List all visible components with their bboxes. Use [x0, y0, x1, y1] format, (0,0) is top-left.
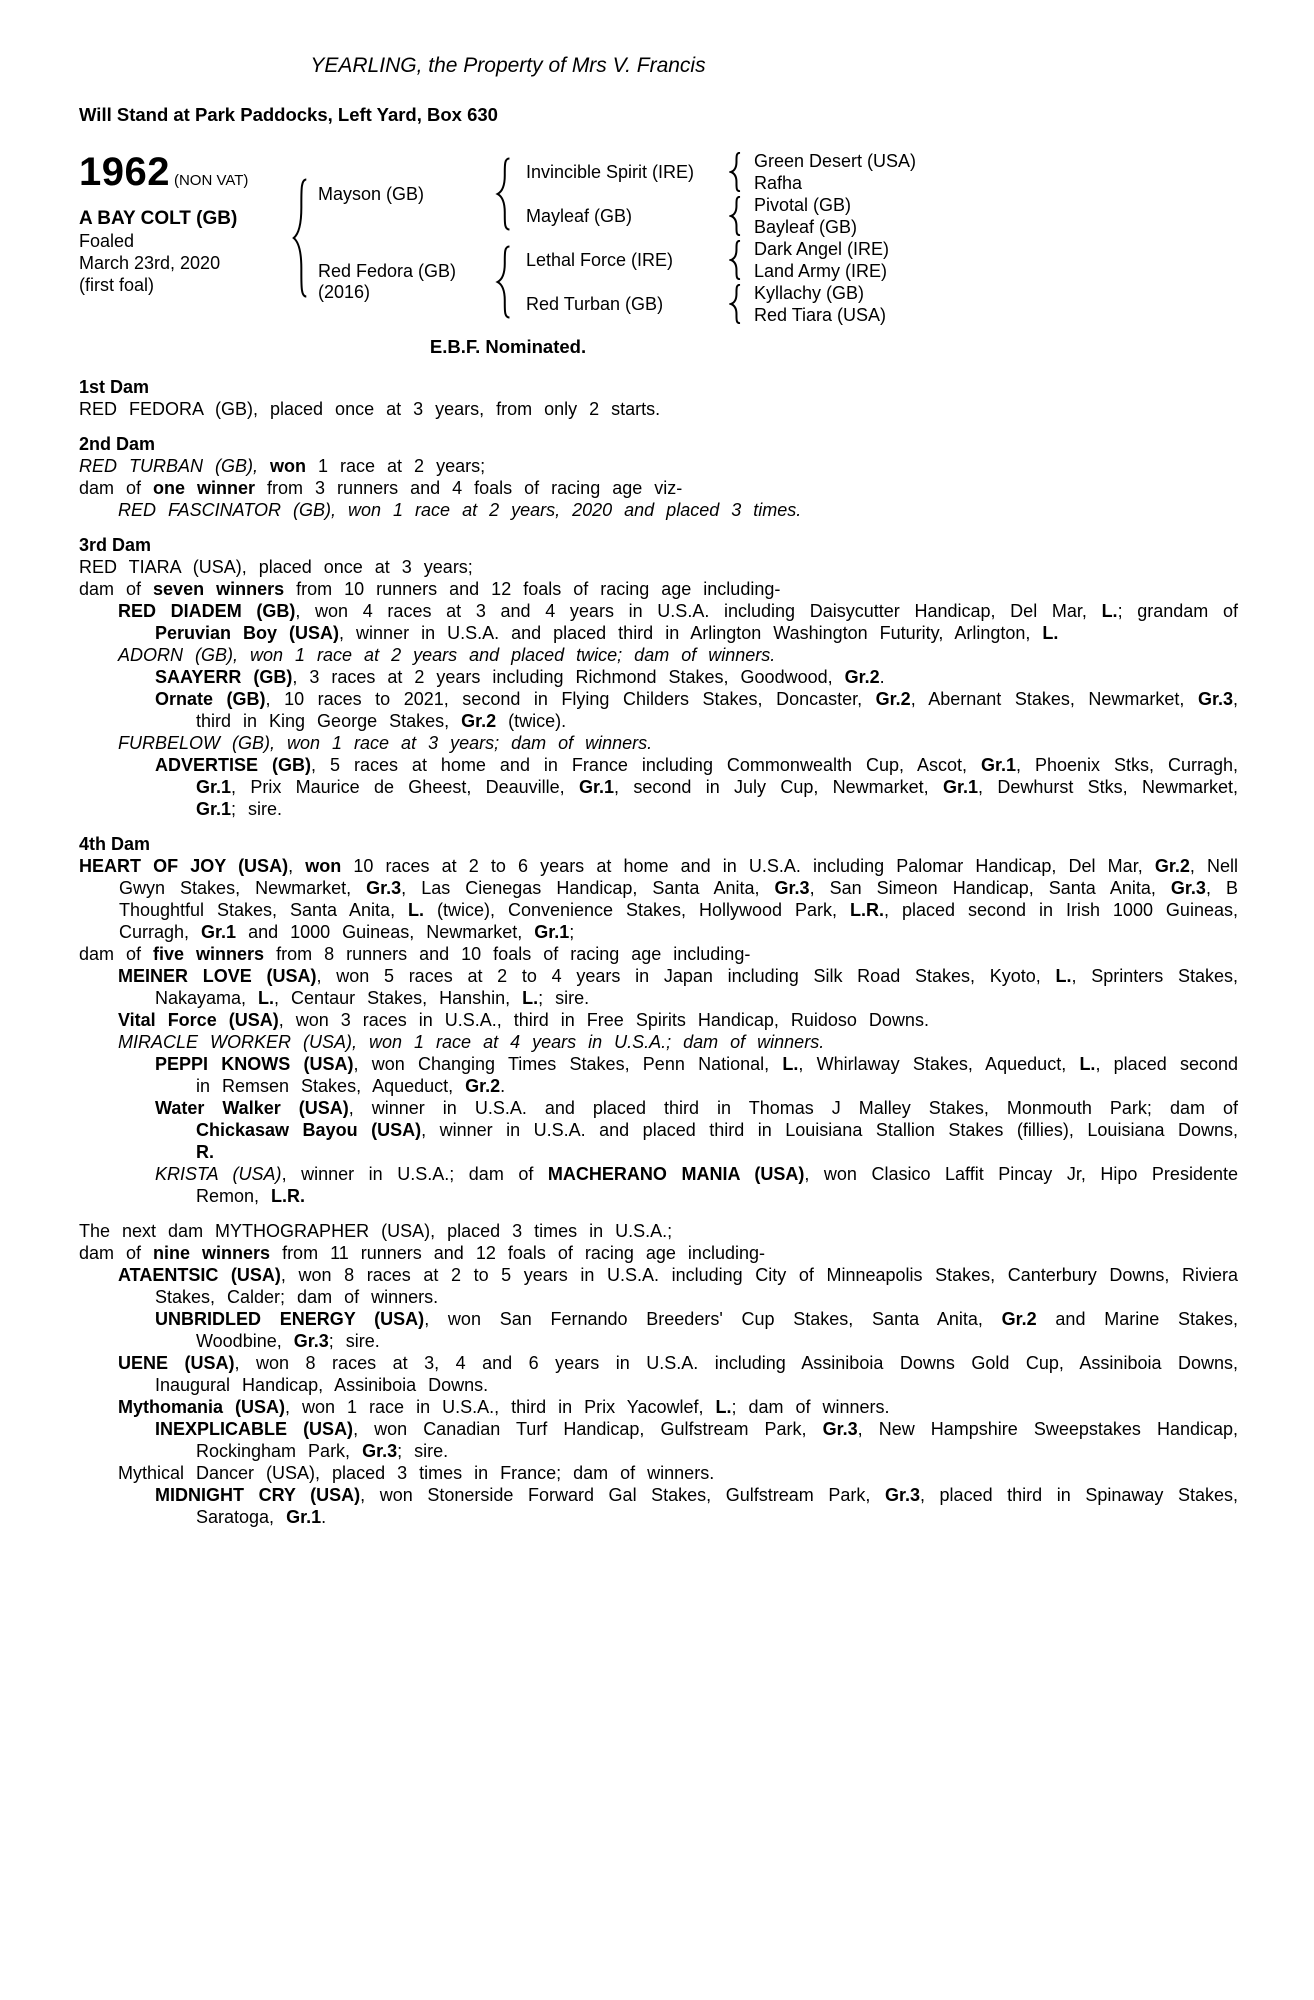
dam-dam-name: Red Turban (GB): [526, 293, 664, 314]
pedigree-paragraph: Water Walker (USA), winner in U.S.A. and placed third in Thomas J Malley Stakes, Monmouth Park; dam of Chickasaw Bayou (USA), winner in U.S.A. and placed third in Louisiana Stallion Stakes (fillies), Louisiana Downs, R.: [155, 1098, 1239, 1162]
pedigree-text-sections: [79, 376, 1238, 1528]
dam-section: [79, 376, 1238, 420]
ancestor-name: Land Army (IRE): [754, 260, 888, 281]
pedigree-paragraph: Ornate (GB), 10 races to 2021, second in Flying Childers Stakes, Doncaster, Gr.2, Abernant Stakes, Newmarket, Gr.3, third in King George Stakes, Gr.2 (twice).: [155, 689, 1238, 731]
sire-dam-name: Mayleaf (GB): [526, 205, 633, 226]
brace-icon: [729, 240, 742, 280]
pedigree-paragraph: RED FASCINATOR (GB), won 1 race at 2 years, 2020 and placed 3 times.: [118, 500, 802, 520]
dam-dam-cell: [521, 282, 729, 326]
brace-cell: [495, 150, 521, 238]
lot-number-line: [79, 150, 291, 195]
ancestor-cell: [749, 150, 949, 172]
brace-cell: [291, 150, 313, 326]
pedigree-paragraph: UNBRIDLED ENERGY (USA), won San Fernando Breeders' Cup Stakes, Santa Anita, Gr.2 and Marine Stakes, Woodbine, Gr.3; sire.: [155, 1309, 1238, 1351]
pedigree-paragraph: SAAYERR (GB), 3 races at 2 years including Richmond Stakes, Goodwood, Gr.2.: [155, 667, 885, 687]
ancestor-name: Kyllachy (GB): [754, 282, 865, 303]
pedigree-paragraph: PEPPI KNOWS (USA), won Changing Times Stakes, Penn National, L., Whirlaway Stakes, Aqueduct, L., placed second in Remsen Stakes, Aqueduct, Gr.2.: [155, 1054, 1238, 1096]
brace-icon: [291, 177, 309, 299]
sire-cell: [313, 150, 495, 238]
pedigree-block: [79, 150, 1238, 326]
ancestor-name: Rafha: [754, 172, 803, 193]
pedigree-paragraph: ADVERTISE (GB), 5 races at home and in France including Commonwealth Cup, Ascot, Gr.1, Phoenix Stks, Curragh, Gr.1, Prix Maurice de Gheest, Deauville, Gr.1, second in July Cup, Newmarket, Gr.1, Dewhurst Stks, Newmarket, Gr.1; sire.: [155, 755, 1238, 819]
pedigree-paragraph: ADORN (GB), won 1 race at 2 years and placed twice; dam of winners.: [118, 645, 776, 665]
lot-details: [79, 150, 291, 326]
brace-cell: [495, 238, 521, 326]
pedigree-paragraph: Mythical Dancer (USA), placed 3 times in France; dam of winners.: [118, 1463, 715, 1483]
pedigree-paragraph: KRISTA (USA), winner in U.S.A.; dam of MACHERANO MANIA (USA), won Clasico Laffit Pincay Jr, Hipo Presidente Remon, L.R.: [155, 1164, 1238, 1206]
pedigree-paragraph: MIRACLE WORKER (USA), won 1 race at 4 years in U.S.A.; dam of winners.: [118, 1032, 825, 1052]
pedigree-paragraph: FURBELOW (GB), won 1 race at 3 years; dam of winners.: [118, 733, 653, 753]
brace-icon: [729, 284, 742, 324]
ancestor-cell: [749, 260, 949, 282]
sire-sire-name: Invincible Spirit (IRE): [526, 161, 695, 182]
brace-cell: [729, 238, 749, 282]
pedigree-paragraph: RED TIARA (USA), placed once at 3 years;: [79, 557, 473, 577]
pedigree-paragraph: dam of seven winners from 10 runners and 12 foals of racing age including-: [79, 579, 781, 599]
pedigree-paragraph: dam of nine winners from 11 runners and 12 foals of racing age including-: [79, 1243, 765, 1263]
section-heading: 1st Dam: [79, 377, 150, 397]
ancestor-name: Bayleaf (GB): [754, 216, 858, 237]
pedigree-paragraph: Vital Force (USA), won 3 races in U.S.A., third in Free Spirits Handicap, Ruidoso Downs.: [118, 1010, 929, 1030]
ancestor-cell: [749, 194, 949, 216]
ancestor-cell: [749, 304, 949, 326]
page-title: YEARLING, the Property of Mrs V. Francis: [310, 54, 706, 77]
pedigree-paragraph: RED TURBAN (GB), won 1 race at 2 years;: [79, 456, 486, 476]
ancestor-cell: [749, 282, 949, 304]
sire-dam-cell: [521, 194, 729, 238]
pedigree-tree: [291, 150, 949, 326]
brace-cell: [729, 194, 749, 238]
dam-year: (2016): [318, 282, 371, 302]
brace-icon: [729, 152, 742, 192]
dam-section: [79, 433, 1238, 521]
dam-sire-cell: [521, 238, 729, 282]
dam-cell: [313, 238, 495, 326]
foaled-date: March 23rd, 2020: [79, 253, 221, 273]
ancestor-name: Green Desert (USA): [754, 150, 917, 171]
pedigree-paragraph: MIDNIGHT CRY (USA), won Stonerside Forward Gal Stakes, Gulfstream Park, Gr.3, placed third in Spinaway Stakes, Saratoga, Gr.1.: [155, 1485, 1238, 1527]
section-heading: 4th Dam: [79, 834, 151, 854]
brace-icon: [495, 245, 512, 319]
ancestor-name: Dark Angel (IRE): [754, 238, 890, 259]
stand-location-line: Will Stand at Park Paddocks, Left Yard, Box 630: [79, 104, 498, 125]
lot-number: 1962: [79, 150, 170, 194]
ancestor-cell: [749, 216, 949, 238]
dam-sire-name: Lethal Force (IRE): [526, 249, 674, 270]
ebf-nominated-line: E.B.F. Nominated.: [429, 336, 587, 357]
brace-cell: [729, 282, 749, 326]
pedigree-paragraph: ATAENTSIC (USA), won 8 races at 2 to 5 years in U.S.A. including City of Minneapolis Stakes, Canterbury Downs, Riviera Stakes, Calder; dam of winners.: [118, 1265, 1238, 1307]
pedigree-paragraph: MEINER LOVE (USA), won 5 races at 2 to 4 years in Japan including Silk Road Stakes, Kyoto, L., Sprinters Stakes, Nakayama, L., Centaur Stakes, Hanshin, L.; sire.: [118, 966, 1238, 1008]
vat-note: (NON VAT): [173, 172, 249, 189]
ancestor-name: Red Tiara (USA): [754, 304, 887, 325]
ancestor-cell: [749, 172, 949, 194]
brace-icon: [729, 196, 742, 236]
section-heading: 2nd Dam: [79, 434, 156, 454]
pedigree-paragraph: dam of one winner from 3 runners and 4 foals of racing age viz-: [79, 478, 683, 498]
title-row: [79, 54, 937, 78]
pedigree-paragraph: UENE (USA), won 8 races at 3, 4 and 6 years in U.S.A. including Assiniboia Downs Gold Cup, Assiniboia Downs, Inaugural Handicap, Assiniboia Downs.: [118, 1353, 1238, 1395]
brace-icon: [495, 157, 512, 231]
ebf-row: [79, 336, 937, 358]
horse-name: A BAY COLT (GB): [79, 208, 238, 229]
pedigree-paragraph: HEART OF JOY (USA), won 10 races at 2 to 6 years at home and in U.S.A. including Palomar Handicap, Del Mar, Gr.2, Nell Gwyn Stakes, Newmarket, Gr.3, Las Cienegas Handicap, Santa Anita, Gr.3, San Simeon Handicap, Santa Anita, Gr.3, B Thoughtful Stakes, Santa Anita, L. (twice), Convenience Stakes, Hollywood Park, L.R., placed second in Irish 1000 Guineas, Curragh, Gr.1 and 1000 Guineas, Newmarket, Gr.1;: [79, 856, 1238, 942]
sire-sire-cell: [521, 150, 729, 194]
pedigree-paragraph: RED FEDORA (GB), placed once at 3 years, from only 2 starts.: [79, 399, 661, 419]
dam-section: [79, 534, 1238, 820]
pedigree-paragraph: dam of five winners from 8 runners and 10 foals of racing age including-: [79, 944, 751, 964]
dam-section: [79, 833, 1238, 1207]
ancestor-name: Pivotal (GB): [754, 194, 852, 215]
foal-note: (first foal): [79, 275, 155, 295]
dam-section: [79, 1220, 1238, 1528]
pedigree-paragraph: RED DIADEM (GB), won 4 races at 3 and 4 years in U.S.A. including Daisycutter Handicap, Del Mar, L.; grandam of Peruvian Boy (USA), winner in U.S.A. and placed third in Arlington Washington Futurity, Arlington, L.: [118, 601, 1238, 643]
brace-cell: [729, 150, 749, 194]
section-heading: 3rd Dam: [79, 535, 152, 555]
foaled-label: Foaled: [79, 231, 135, 251]
pedigree-paragraph: INEXPLICABLE (USA), won Canadian Turf Handicap, Gulfstream Park, Gr.3, New Hampshire Sweepstakes Handicap, Rockingham Park, Gr.3; sire.: [155, 1419, 1238, 1461]
ancestor-cell: [749, 238, 949, 260]
sire-name: Mayson (GB): [318, 183, 425, 204]
pedigree-paragraph: Mythomania (USA), won 1 race in U.S.A., third in Prix Yacowlef, L.; dam of winners.: [118, 1397, 890, 1417]
dam-name: Red Fedora (GB): [318, 261, 457, 281]
pedigree-paragraph: The next dam MYTHOGRAPHER (USA), placed 3 times in U.S.A.;: [79, 1221, 673, 1241]
